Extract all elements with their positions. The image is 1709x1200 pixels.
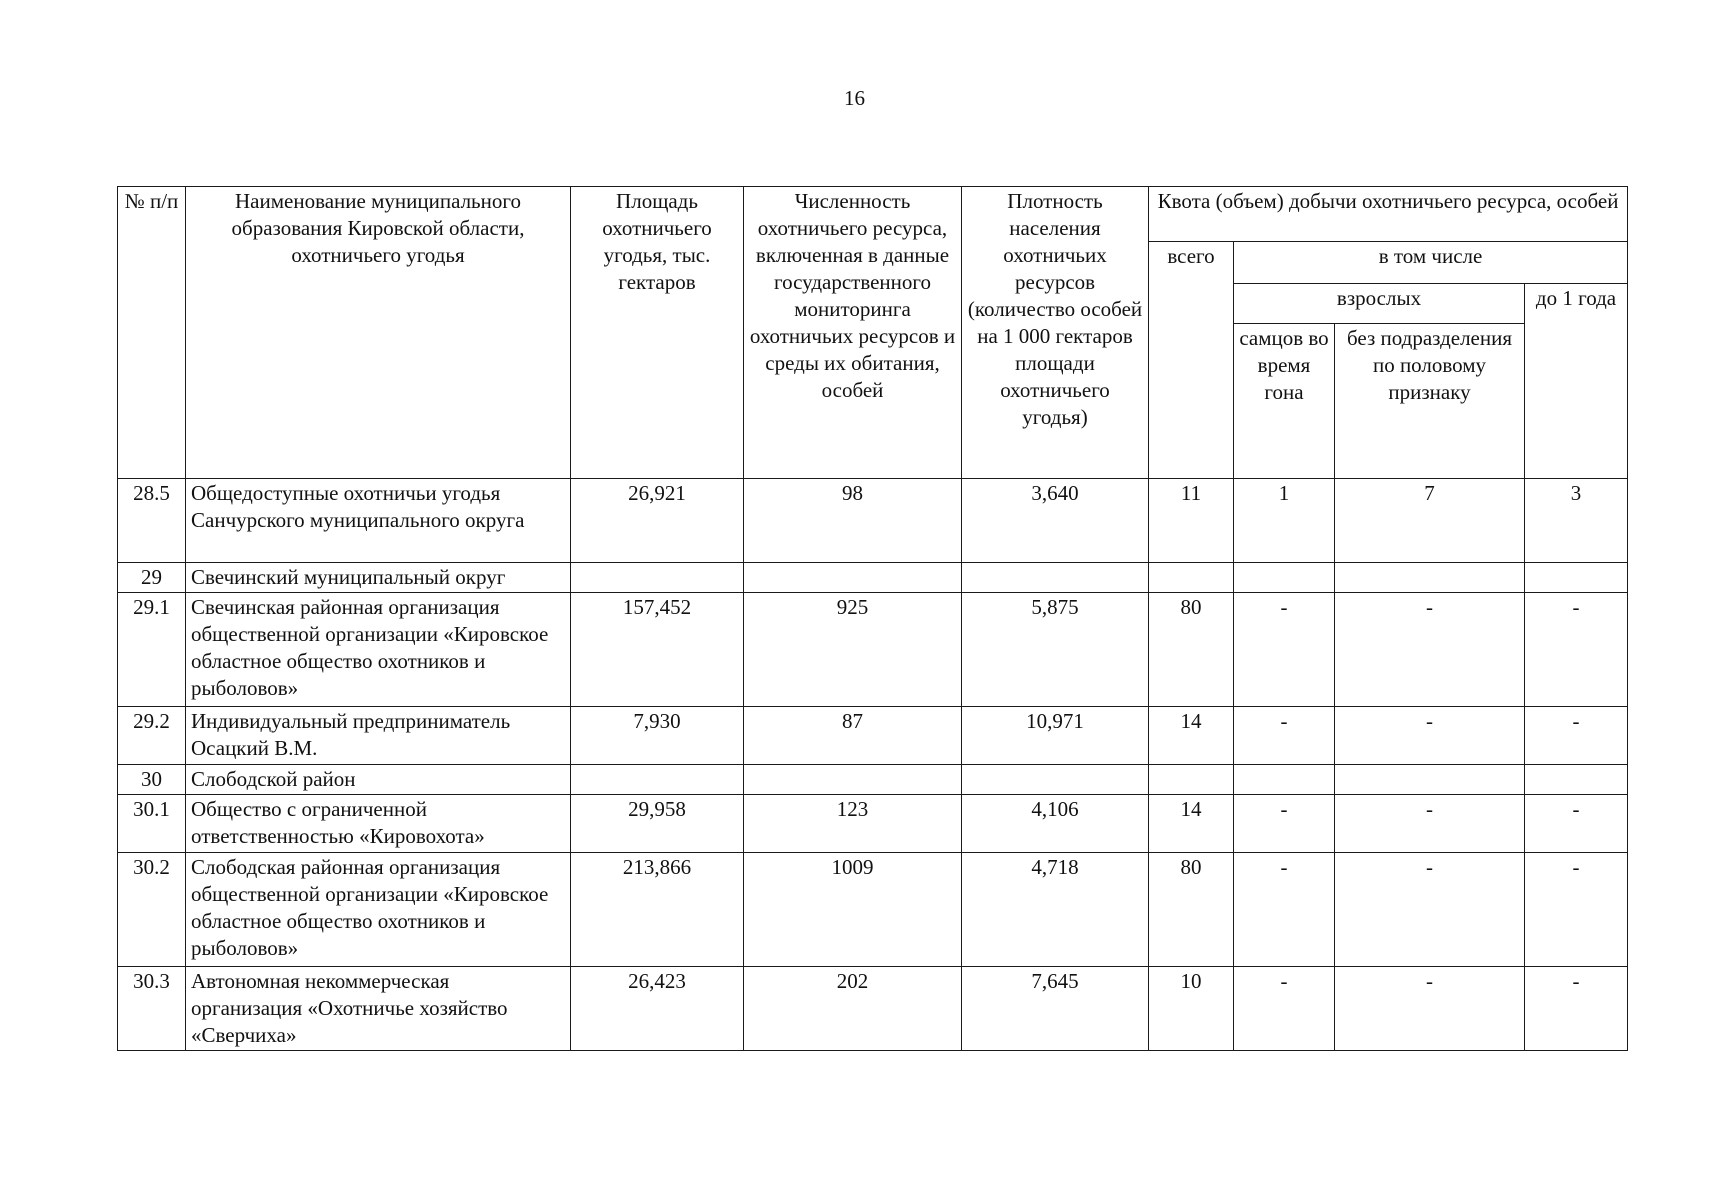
row-total: 80 (1149, 593, 1234, 707)
row-males: 1 (1234, 479, 1335, 563)
row-population (744, 563, 962, 593)
row-name: Слободской район (186, 765, 571, 795)
header-adults: взрослых (1234, 284, 1525, 324)
row-population: 925 (744, 593, 962, 707)
page-number: 16 (844, 86, 865, 110)
row-area: 29,958 (571, 795, 744, 853)
table-row (118, 765, 1628, 795)
row-total: 11 (1149, 479, 1234, 563)
row-area: 157,452 (571, 593, 744, 707)
table-row (118, 479, 1628, 563)
row-nosex: - (1335, 795, 1525, 853)
row-males: - (1234, 967, 1335, 1051)
row-young: - (1525, 967, 1628, 1051)
row-males (1234, 765, 1335, 795)
header-total: всего (1149, 242, 1234, 479)
row-name: Индивидуальный предприниматель Осацкий В.М. (186, 707, 571, 765)
row-young (1525, 765, 1628, 795)
row-name: Общедоступные охотничьи угодья Санчурского муниципального округа (186, 479, 571, 563)
row-density (962, 765, 1149, 795)
row-total: 14 (1149, 707, 1234, 765)
row-nosex: - (1335, 853, 1525, 967)
row-young: - (1525, 853, 1628, 967)
row-males: - (1234, 795, 1335, 853)
row-total (1149, 765, 1234, 795)
row-density: 7,645 (962, 967, 1149, 1051)
row-area (571, 563, 744, 593)
row-young: - (1525, 593, 1628, 707)
table-body (118, 479, 1628, 1051)
row-nosex: 7 (1335, 479, 1525, 563)
row-males: - (1234, 593, 1335, 707)
row-num: 30.3 (118, 967, 186, 1051)
row-name: Слободская районная организация общественной организации «Кировское областное общество охотников и рыболовов» (186, 853, 571, 967)
row-density (962, 563, 1149, 593)
row-population: 1009 (744, 853, 962, 967)
header-males-rut: самцов во время гона (1234, 324, 1335, 479)
table-row (118, 593, 1628, 707)
row-num: 29.2 (118, 707, 186, 765)
row-population: 123 (744, 795, 962, 853)
header-name: Наименование муниципального образования Кировской области, охотничьего угодья (186, 187, 571, 479)
row-total (1149, 563, 1234, 593)
row-area (571, 765, 744, 795)
row-num: 29.1 (118, 593, 186, 707)
header-area: Площадь охотничьего угодья, тыс. гектаров (571, 187, 744, 479)
table-row (118, 795, 1628, 853)
row-nosex: - (1335, 593, 1525, 707)
row-nosex: - (1335, 707, 1525, 765)
row-area: 26,423 (571, 967, 744, 1051)
row-young: - (1525, 707, 1628, 765)
row-males (1234, 563, 1335, 593)
row-name: Автономная некоммерческая организация «Охотничье хозяйство «Сверчиха» (186, 967, 571, 1051)
row-population: 98 (744, 479, 962, 563)
header-including: в том числе (1234, 242, 1628, 284)
row-total: 80 (1149, 853, 1234, 967)
row-nosex (1335, 765, 1525, 795)
row-density: 4,718 (962, 853, 1149, 967)
row-area: 7,930 (571, 707, 744, 765)
row-total: 10 (1149, 967, 1234, 1051)
row-num: 30 (118, 765, 186, 795)
header-no-sex-division: без подразделения по половому признаку (1335, 324, 1525, 479)
row-num: 30.2 (118, 853, 186, 967)
row-young (1525, 563, 1628, 593)
header-quota: Квота (объем) добычи охотничьего ресурса, особей (1149, 187, 1628, 242)
row-density: 5,875 (962, 593, 1149, 707)
header-population: Численность охотничьего ресурса, включенная в данные государственного мониторинга охотничьих ресурсов и среды их обитания, особей (744, 187, 962, 479)
row-density: 3,640 (962, 479, 1149, 563)
quota-table (117, 186, 1628, 1051)
row-num: 30.1 (118, 795, 186, 853)
row-name: Общество с ограниченной ответственностью «Кировохота» (186, 795, 571, 853)
row-num: 29 (118, 563, 186, 593)
header-under-one: до 1 года (1525, 284, 1628, 479)
row-males: - (1234, 853, 1335, 967)
row-young: 3 (1525, 479, 1628, 563)
row-area: 26,921 (571, 479, 744, 563)
row-name: Свечинская районная организация общественной организации «Кировское областное общество охотников и рыболовов» (186, 593, 571, 707)
row-num: 28.5 (118, 479, 186, 563)
row-young: - (1525, 795, 1628, 853)
row-population: 87 (744, 707, 962, 765)
row-name: Свечинский муниципальный округ (186, 563, 571, 593)
table-row (118, 707, 1628, 765)
row-males: - (1234, 707, 1335, 765)
row-area: 213,866 (571, 853, 744, 967)
row-population: 202 (744, 967, 962, 1051)
row-total: 14 (1149, 795, 1234, 853)
table-row (118, 563, 1628, 593)
row-density: 10,971 (962, 707, 1149, 765)
row-nosex (1335, 563, 1525, 593)
row-population (744, 765, 962, 795)
table-row (118, 853, 1628, 967)
row-nosex: - (1335, 967, 1525, 1051)
header-num: № п/п (118, 187, 186, 479)
header-density: Плотность населения охотничьих ресурсов (количество особей на 1 000 гектаров площади охотничьего угодья) (962, 187, 1149, 479)
table-row (118, 967, 1628, 1051)
row-density: 4,106 (962, 795, 1149, 853)
